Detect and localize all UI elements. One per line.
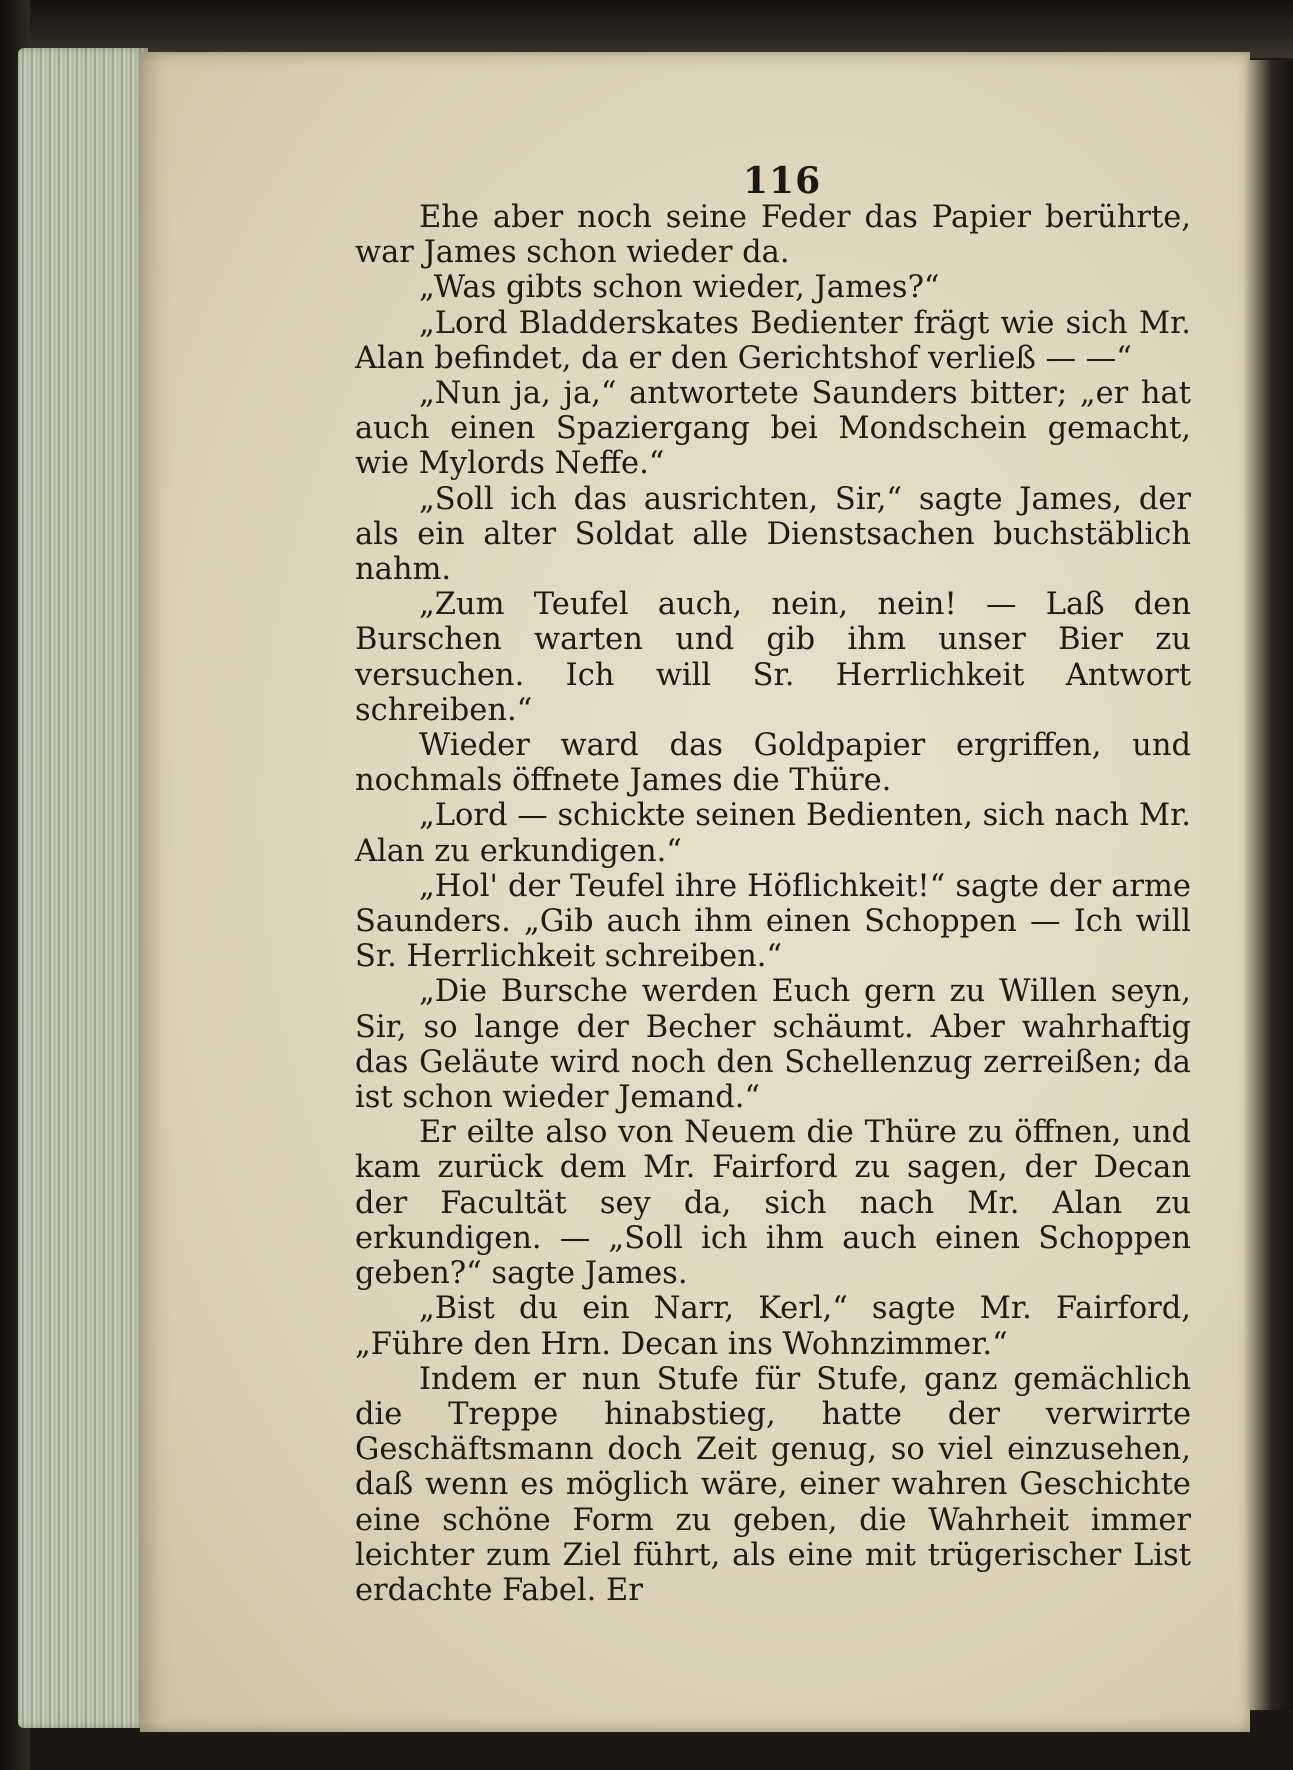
paragraph: Ehe aber noch seine Feder das Papier berührte, war James schon wieder da. — [355, 200, 1191, 271]
paragraph: „Die Bursche werden Euch gern zu Willen seyn, Sir, so lange der Becher schäumt. Aber wahrhaftig das Geläute wird noch den Schellenzug zerreißen; da ist schon wieder Jemand.“ — [355, 974, 1191, 1116]
paragraph: „Soll ich das ausrichten, Sir,“ sagte James, der als ein alter Soldat alle Dienstsachen buchstäblich nahm. — [355, 481, 1191, 588]
paragraph: „Lord — schickte seinen Bedienten, sich nach Mr. Alan zu erkundigen.“ — [355, 798, 1191, 869]
paragraph: „Hol' der Teufel ihre Höflichkeit!“ sagte der arme Saunders. „Gib auch ihm einen Schoppen — Ich will Sr. Herrlichkeit schreiben.“ — [355, 868, 1191, 975]
page-number: 116 — [743, 160, 822, 202]
paragraph: „Nun ja, ja,“ antwortete Saunders bitter; „er hat auch einen Spaziergang bei Mondschein gemacht, wie Mylords Neffe.“ — [355, 376, 1191, 482]
paragraph: Indem er nun Stufe für Stufe, ganz gemächlich die Treppe hinabstieg, hatte der verwirrte Geschäftsmann doch Zeit genug, so viel einzusehen, daß wenn es möglich wäre, einer wahren Geschichte eine schöne Form zu geben, die Wahrheit immer leichter zum Ziel führt, als eine mit trügerischer List erdachte Fabel. Er — [355, 1361, 1191, 1608]
page-edges — [18, 48, 148, 1728]
paragraph: „Zum Teufel auch, nein, nein! — Laß den Burschen warten und gib ihm unser Bier zu versuchen. Ich will Sr. Herrlichkeit Antwort schreiben.“ — [355, 587, 1191, 728]
paragraph: Er eilte also von Neuem die Thüre zu öffnen, und kam zurück dem Mr. Fairford zu sagen, der Decan der Facultät sey da, sich nach Mr. Alan zu erkundigen. — „Soll ich ihm auch einen Schoppen geben?“ sagte James. — [355, 1115, 1191, 1292]
paragraph: „Was gibts schon wieder, James?“ — [419, 270, 940, 306]
book-cover-top — [0, 0, 1293, 58]
paragraph: „Bist du ein Narr, Kerl,“ sagte Mr. Fairford, „Führe den Hrn. Decan ins Wohnzimmer.“ — [355, 1291, 1191, 1362]
paragraph: Wieder ward das Goldpapier ergriffen, und nochmals öffnete James die Thüre. — [355, 728, 1191, 799]
book-right-edge — [1245, 60, 1293, 1710]
body-text — [355, 200, 1191, 1608]
paragraph: „Lord Bladderskates Bedienter frägt wie sich Mr. Alan befindet, da er den Gerichtshof verließ — —“ — [355, 305, 1191, 376]
